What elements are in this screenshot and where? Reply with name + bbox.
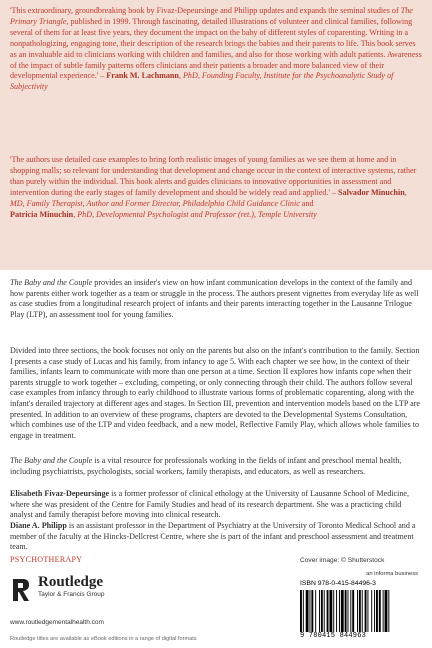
description-para-1 bbox=[10, 278, 422, 320]
publisher-website[interactable]: www.routledgementalhealth.com bbox=[10, 619, 104, 626]
author-bio-1 bbox=[10, 489, 422, 521]
quote-and: and bbox=[299, 198, 314, 208]
quote-affiliation-2: , PhD, Developmental Psychologist and Professor (ret.), Temple University bbox=[73, 209, 317, 219]
isbn-label: ISBN 978-0-415-84496-3 bbox=[300, 580, 376, 587]
publisher-name: Routledge bbox=[38, 574, 103, 590]
publisher-group: Taylor & Francis Group bbox=[38, 591, 105, 598]
book-title: The Baby and the Couple bbox=[10, 278, 93, 287]
quote-text-cont: , published in 1999. Through fascinating, detailed illustrations of volunteer and clinical families, following several of them for at least five years, they document the impact on the baby of different styles of coparenting. Writing in a nonpathologizing, engaging tone, their description of the research brings the babies and their parents to life. This book serves as an invaluable aid to clinicians working with children and families, and also for those working with adult patients. Awareness of the impact of subtle family patterns offers clinicians and their patients a broader and more balanced view of their developmental experience.' – bbox=[10, 16, 422, 81]
para-text: Divided into three sections, the book focuses not only on the parents but also on the infant's contribution to the family. Section I presents a case study of Lucas and his family, from infancy to age 5. With each chapter we see how, in the context of their families, infants learn to communicate with more than one person at a time. Section II explores how infants cope when their parents struggle to work together – excluding, competing, or only connecting through their child. The authors follow several case examples from infancy through to early childhood to illustrate various forms of problematic coparenting, along with the infant's derailed trajectory at different ages and stages. In Section III, prevention and intervention models based on the LTP are presented. In addition to an overview of these programs, chapters are devoted to the Developmental Systems Consultation, which combines use of the LTP and video feedback, and a new model, Reflective Family Play, which allows whole families to engage in treatment. bbox=[10, 346, 420, 440]
cover-credit: Cover image: © Shutterstock bbox=[300, 557, 385, 564]
quote-affiliation: , MD, Family Therapist, Author and Former Director, Philadelphia Child Guidance Clinic bbox=[10, 187, 407, 208]
informa-tagline: an informa business bbox=[366, 571, 418, 577]
description-para-3 bbox=[10, 456, 422, 477]
quote-book-title: The Primary Triangle bbox=[10, 6, 413, 26]
quote-author: Salvador Minuchin bbox=[338, 187, 405, 197]
barcode-image bbox=[300, 590, 418, 632]
barcode-digits: 9 780415 844963 bbox=[300, 632, 367, 640]
author-bio-2 bbox=[10, 521, 422, 553]
endorsement-lachmann bbox=[10, 6, 422, 93]
routledge-logo-icon bbox=[10, 576, 32, 604]
barcode-panel bbox=[296, 571, 422, 643]
author-name: Elisabeth Fivaz-Depeursinge bbox=[10, 489, 110, 498]
bio-text: is an assistant professor in the Department of Psychiatry at the University of Toronto Medical School and a member of the faculty at the Hincks-Dellcrest Centre, where she is part of the infant and preschool assessment and treatment team. bbox=[10, 521, 416, 552]
subject-category: PSYCHOTHERAPY bbox=[10, 555, 83, 564]
quote-author: Frank M. Lachmann bbox=[106, 71, 179, 81]
description-para-2 bbox=[10, 346, 422, 441]
author-name: Diane A. Philipp bbox=[10, 521, 67, 530]
bio-text: is a former professor of clinical ethology at the University of Lausanne School of Medicine, where she was president of the Centre for Family Studies and head of its research department. She was a practicing child analyst and family therapist before moving into clinical research. bbox=[10, 489, 409, 520]
ebook-note: Routledge titles are available as eBook editions in a range of digital formats bbox=[10, 636, 197, 642]
quote-affiliation: , PhD, Founding Faculty, Institute for the Psychoanalytic Study of Subjectivity bbox=[10, 71, 394, 92]
quote-text: 'The authors use detailed case examples to bring forth realistic images of young families as we see them at home and in shopping malls; so relevant for understanding that development and change occur in the context of interactive systems, rather than purely within the individual. This book alerts and guides clinicians to innovative opportunities in assessment and intervention during the early stages of family development and should be widely read and applied.' – bbox=[10, 155, 417, 197]
publisher-logo bbox=[10, 574, 210, 614]
book-title: The Baby and the Couple bbox=[10, 456, 93, 465]
para-text: provides an insider's view on how infant communication develops in the context of the family and how parents either work together as a team or struggle in the process. The authors present vignettes from everyday life as well as case studies from a longitudinal research project of infants and their parents interacting together in the Lausanne Trilogue Play (LTP), an assessment tool for young families. bbox=[10, 278, 419, 319]
quote-text: 'This extraordinary, groundbreaking book by Fivaz-Depeursinge and Philipp updates and expands the seminal studies of bbox=[10, 6, 401, 15]
para-text: is a vital resource for professionals working in the fields of infant and preschool mental health, including psychiatrists, psychologists, social workers, family therapists, and educators, as well as researchers. bbox=[10, 456, 402, 476]
endorsement-minuchin bbox=[10, 155, 422, 220]
quote-author-2: Patricia Minuchin bbox=[10, 209, 74, 219]
